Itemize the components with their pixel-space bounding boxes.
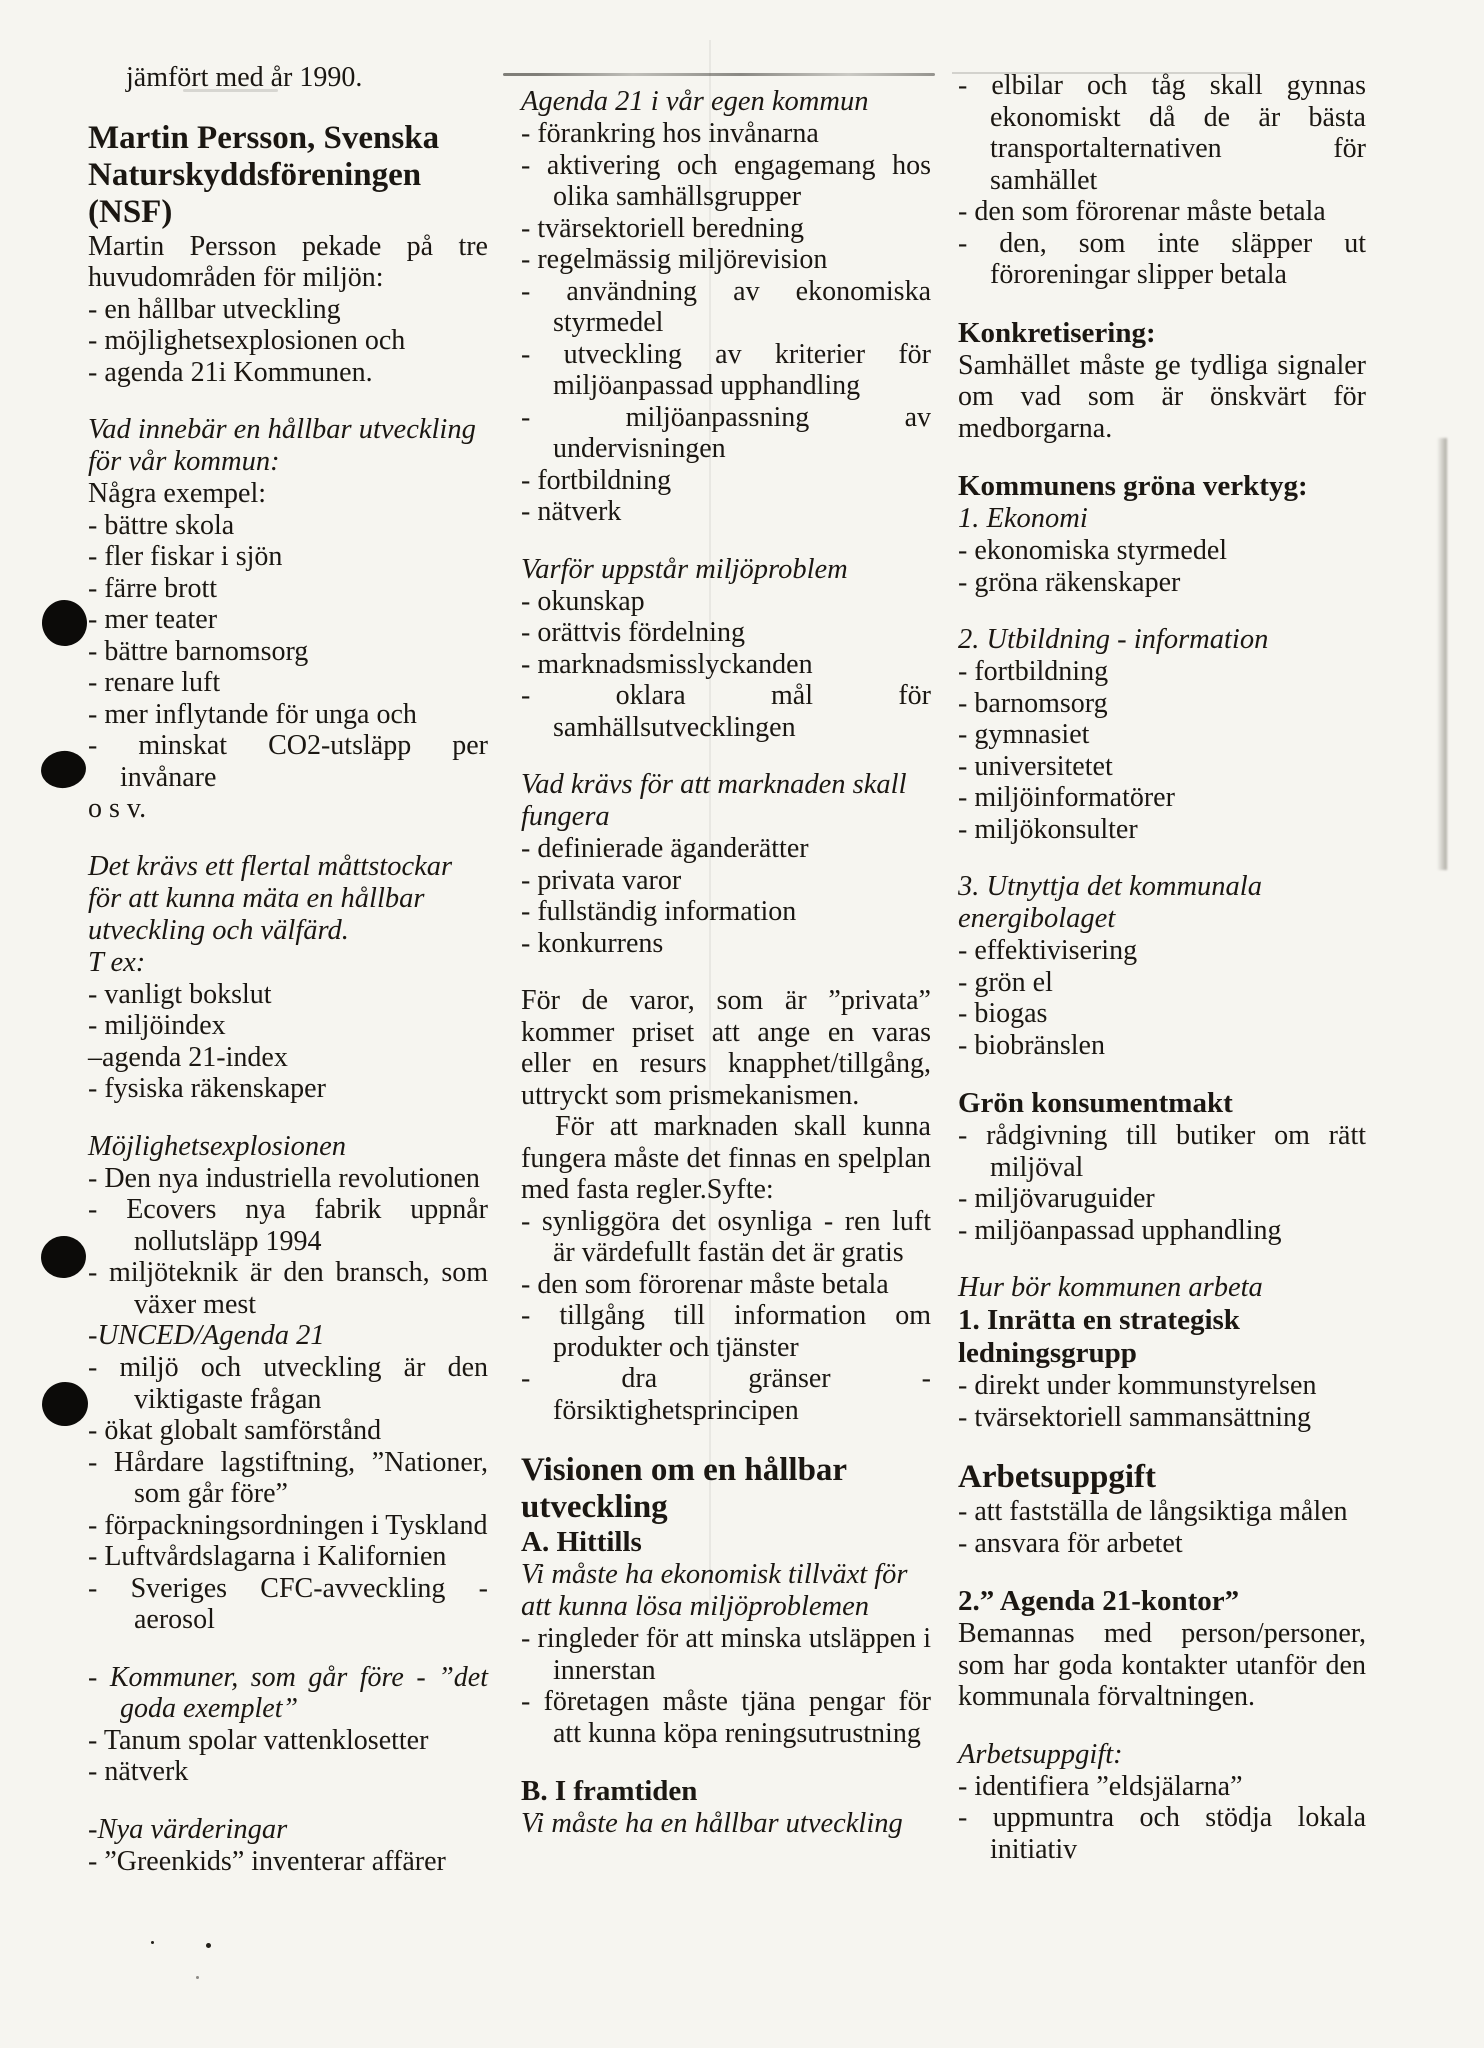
list-item: - uppmuntra och stödja lokala initiativ bbox=[958, 1802, 1366, 1865]
italic-heading: Hur bör kommunen arbeta bbox=[958, 1272, 1263, 1303]
list-item: - fortbildning bbox=[958, 656, 1109, 687]
list-item: - tvärsektoriell sammansättning bbox=[958, 1401, 1312, 1433]
list-item-italic: - Kommuner, som går före - ”det goda exemplet” bbox=[88, 1661, 488, 1724]
list-item: - användning av ekonomiska styrmedel bbox=[521, 275, 931, 338]
italic-heading: Vad innebär en hållbar utveckling för vår kommun: bbox=[88, 414, 476, 477]
punch-mark bbox=[39, 748, 88, 790]
list-item: - nätverk bbox=[88, 1756, 189, 1787]
list-item: - gröna räkenskaper bbox=[958, 566, 1181, 598]
spacer bbox=[958, 1061, 1366, 1087]
list-item: - miljövaruguider bbox=[958, 1183, 1155, 1214]
spacer bbox=[958, 291, 1366, 317]
list-item: - Luftvårdslagarna i Kalifornien bbox=[88, 1541, 447, 1572]
spacer bbox=[958, 1246, 1366, 1272]
italic-heading: Vi måste ha ekonomisk tillväxt för att kunna lösa miljöproblemen bbox=[521, 1559, 908, 1622]
list-item: - utveckling av kriterier för miljöanpassad upphandling bbox=[521, 338, 931, 401]
list-item: - grön el bbox=[958, 966, 1053, 998]
list-item: - vanligt bokslut bbox=[88, 978, 272, 1010]
list-item: - miljöindex bbox=[88, 1010, 226, 1041]
list-item: - definierade äganderätter bbox=[521, 833, 809, 864]
italic-heading: Varför uppstår miljöproblem bbox=[521, 553, 848, 585]
sub-heading: A. Hittills bbox=[521, 1526, 642, 1558]
list-item: - ökat globalt samförstånd bbox=[88, 1415, 382, 1446]
section-heading: Arbetsuppgift bbox=[958, 1459, 1157, 1495]
spacer bbox=[958, 1433, 1366, 1459]
spacer bbox=[958, 1713, 1366, 1739]
spacer bbox=[88, 1788, 488, 1814]
list-item: - miljöanpassning av undervisningen bbox=[521, 401, 931, 464]
italic-heading: -UNCED/Agenda 21 bbox=[88, 1320, 325, 1351]
section-heading: Martin Persson, Svenska Naturskyddsföreningen (NSF) bbox=[88, 119, 440, 230]
list-item: - aktivering och engagemang hos olika samhällsgrupper bbox=[521, 149, 931, 212]
section-heading: Visionen om en hållbar utveckling bbox=[521, 1452, 847, 1525]
list-item: - gymnasiet bbox=[958, 719, 1090, 750]
list-item: - regelmässig miljörevision bbox=[521, 244, 828, 275]
punch-mark bbox=[39, 1379, 90, 1428]
italic-heading: 1. Ekonomi bbox=[958, 503, 1088, 534]
list-item: - företagen måste tjäna pengar för att kunna köpa reningsutrustning bbox=[521, 1686, 931, 1749]
sub-heading: B. I framtiden bbox=[521, 1775, 698, 1807]
list-item: - ringleder för att minska utsläppen i innerstan bbox=[521, 1623, 931, 1686]
text-column-left bbox=[88, 62, 488, 1877]
list-item: - ekonomiska styrmedel bbox=[958, 535, 1228, 566]
list-item: - ansvara för arbetet bbox=[958, 1527, 1183, 1559]
list-item: - effektivisering bbox=[958, 935, 1138, 966]
list-item: - fysiska räkenskaper bbox=[88, 1073, 326, 1104]
list-item: - minskat CO2-utsläpp per invånare bbox=[88, 730, 488, 793]
paragraph: För de varor, som är ”privata” kommer priset att ange en varas eller en resurs knapphet/tillgång, uttryckt som prismekanismen. bbox=[521, 985, 931, 1111]
spacer bbox=[88, 388, 488, 414]
list-item: - fortbildning bbox=[521, 464, 672, 496]
list-item: - konkurrens bbox=[521, 927, 664, 959]
list-item: - dra gränser - försiktighetsprincipen bbox=[521, 1363, 931, 1426]
list-item: - den som förorenar måste betala bbox=[521, 1268, 889, 1300]
paragraph: Några exempel: bbox=[88, 478, 267, 509]
list-item: - tillgång till information om produkter och tjänster bbox=[521, 1300, 931, 1363]
list-item: –agenda 21-index bbox=[88, 1041, 288, 1073]
list-item: - marknadsmisslyckanden bbox=[521, 648, 813, 680]
list-item: - bättre skola bbox=[88, 509, 235, 541]
italic-heading: 2. Utbildning - information bbox=[958, 624, 1269, 655]
sub-heading: 1. Inrätta en strategisk ledningsgrupp bbox=[958, 1304, 1240, 1369]
spacer bbox=[521, 1426, 931, 1452]
punch-mark bbox=[39, 597, 89, 648]
cropped-rule-line bbox=[503, 73, 935, 76]
list-item: - Den nya industriella revolutionen bbox=[88, 1162, 480, 1194]
paragraph: Bemannas med person/personer, som har goda kontakter utanför den kommunala förvaltningen. bbox=[958, 1618, 1366, 1712]
paragraph: o s v. bbox=[88, 793, 147, 824]
text-column-middle bbox=[521, 86, 931, 1840]
list-item: - förpackningsordningen i Tyskland bbox=[88, 1509, 488, 1541]
list-item: - rådgivning till butiker om rätt miljöval bbox=[958, 1120, 1366, 1183]
italic-heading: -Nya värderingar bbox=[88, 1813, 288, 1845]
sub-heading: Kommunens gröna verktyg: bbox=[958, 470, 1308, 502]
italic-heading: Det krävs ett flertal måttstockar för att kunna mäta en hållbar utveckling och välfärd. bbox=[88, 850, 453, 946]
list-item: - Sveriges CFC-avveckling - aerosol bbox=[88, 1572, 488, 1635]
list-item: - direkt under kommunstyrelsen bbox=[958, 1370, 1317, 1401]
list-item: - möjlighetsexplosionen och bbox=[88, 325, 406, 356]
punch-mark bbox=[39, 1233, 89, 1280]
list-item: - en hållbar utveckling bbox=[88, 293, 341, 325]
list-item: - fler fiskar i sjön bbox=[88, 541, 283, 572]
list-item: - miljöteknik är den bransch, som växer mest bbox=[88, 1257, 488, 1320]
ink-speck bbox=[151, 1941, 154, 1944]
list-item: - Tanum spolar vattenklosetter bbox=[88, 1724, 429, 1756]
spacer bbox=[88, 1105, 488, 1131]
list-item: - ”Greenkids” inventerar affärer bbox=[88, 1845, 446, 1877]
list-item: - identifiera ”eldsjälarna” bbox=[958, 1770, 1243, 1802]
list-item: - biogas bbox=[958, 998, 1048, 1029]
spacer bbox=[521, 1749, 931, 1775]
list-item: - tvärsektoriell beredning bbox=[521, 212, 805, 244]
list-item: - renare luft bbox=[88, 667, 221, 698]
spacer bbox=[88, 94, 488, 120]
list-item: - Hårdare lagstiftning, ”Nationer, som går före” bbox=[88, 1446, 488, 1509]
italic-heading: T ex: bbox=[88, 946, 146, 978]
paragraph: Martin Persson pekade på tre huvudområden för miljön: bbox=[88, 230, 488, 293]
spacer bbox=[88, 1636, 488, 1662]
paragraph-indented: För att marknaden skall kunna fungera måste det finnas en spelplan med fasta regler.Syfte: bbox=[521, 1111, 931, 1205]
list-item: - att fastställa de långsiktiga målen bbox=[958, 1496, 1348, 1527]
list-item: - oklara mål för samhällsutvecklingen bbox=[521, 680, 931, 743]
sub-heading: 2.” Agenda 21-kontor” bbox=[958, 1585, 1240, 1617]
list-item: - den, som inte släpper ut föroreningar slipper betala bbox=[958, 227, 1366, 290]
list-item: - Ecovers nya fabrik uppnår nollutsläpp 1994 bbox=[88, 1194, 488, 1257]
ink-speck bbox=[196, 1976, 199, 1979]
page-edge-shadow bbox=[1437, 438, 1447, 870]
spacer bbox=[958, 444, 1366, 470]
list-item: - miljöinformatörer bbox=[958, 782, 1175, 813]
list-item: - agenda 21i Kommunen. bbox=[88, 356, 373, 388]
italic-heading: Vi måste ha en hållbar utveckling bbox=[521, 1808, 903, 1839]
list-item: - förankring hos invånarna bbox=[521, 118, 819, 149]
list-item: - bättre barnomsorg bbox=[88, 635, 309, 667]
list-item: - elbilar och tåg skall gynnas ekonomiskt då de är bästa transportalternativen för samhället bbox=[958, 70, 1366, 196]
spacer bbox=[958, 1559, 1366, 1585]
list-item: - den som förorenar måste betala bbox=[958, 196, 1326, 227]
list-item: - universitetet bbox=[958, 750, 1113, 782]
list-item: - färre brott bbox=[88, 572, 218, 604]
list-item: - nätverk bbox=[521, 496, 622, 527]
list-item: - orättvis fördelning bbox=[521, 617, 745, 648]
spacer bbox=[521, 528, 931, 554]
italic-heading: Agenda 21 i vår egen kommun bbox=[521, 86, 869, 117]
list-item: - barnomsorg bbox=[958, 687, 1108, 719]
list-item: - miljökonsulter bbox=[958, 813, 1138, 845]
list-item: - fullständig information bbox=[521, 896, 797, 927]
spacer bbox=[958, 598, 1366, 624]
list-item: - miljöanpassad upphandling bbox=[958, 1214, 1282, 1246]
list-item: - biobränslen bbox=[958, 1029, 1105, 1061]
ink-speck bbox=[206, 1943, 211, 1948]
paragraph: Samhället måste ge tydliga signaler om vad som är önskvärt för medborgarna. bbox=[958, 349, 1366, 444]
italic-heading: 3. Utnyttja det kommunala energibolaget bbox=[958, 871, 1262, 934]
list-item: - privata varor bbox=[521, 864, 682, 896]
list-item: - mer teater bbox=[88, 604, 218, 635]
spacer bbox=[958, 845, 1366, 871]
spacer bbox=[521, 743, 931, 769]
list-item: - mer inflytande för unga och bbox=[88, 698, 417, 730]
list-item: - miljö och utveckling är den viktigaste frågan bbox=[88, 1352, 488, 1415]
list-item: - okunskap bbox=[521, 585, 645, 617]
sub-heading: Konkretisering: bbox=[958, 316, 1156, 349]
list-item: - synliggöra det osynliga - ren luft är värdefullt fastän det är gratis bbox=[521, 1205, 931, 1268]
spacer bbox=[521, 959, 931, 985]
italic-heading: Möjlighetsexplosionen bbox=[88, 1130, 347, 1162]
text-column-right bbox=[958, 70, 1366, 1865]
paragraph-continuation: jämfört med år 1990. bbox=[126, 62, 363, 93]
italic-heading: Vad krävs för att marknaden skall fungera bbox=[521, 769, 907, 832]
sub-heading: Grön konsumentmakt bbox=[958, 1087, 1233, 1119]
spacer bbox=[88, 825, 488, 851]
italic-heading: Arbetsuppgift: bbox=[958, 1738, 1123, 1770]
